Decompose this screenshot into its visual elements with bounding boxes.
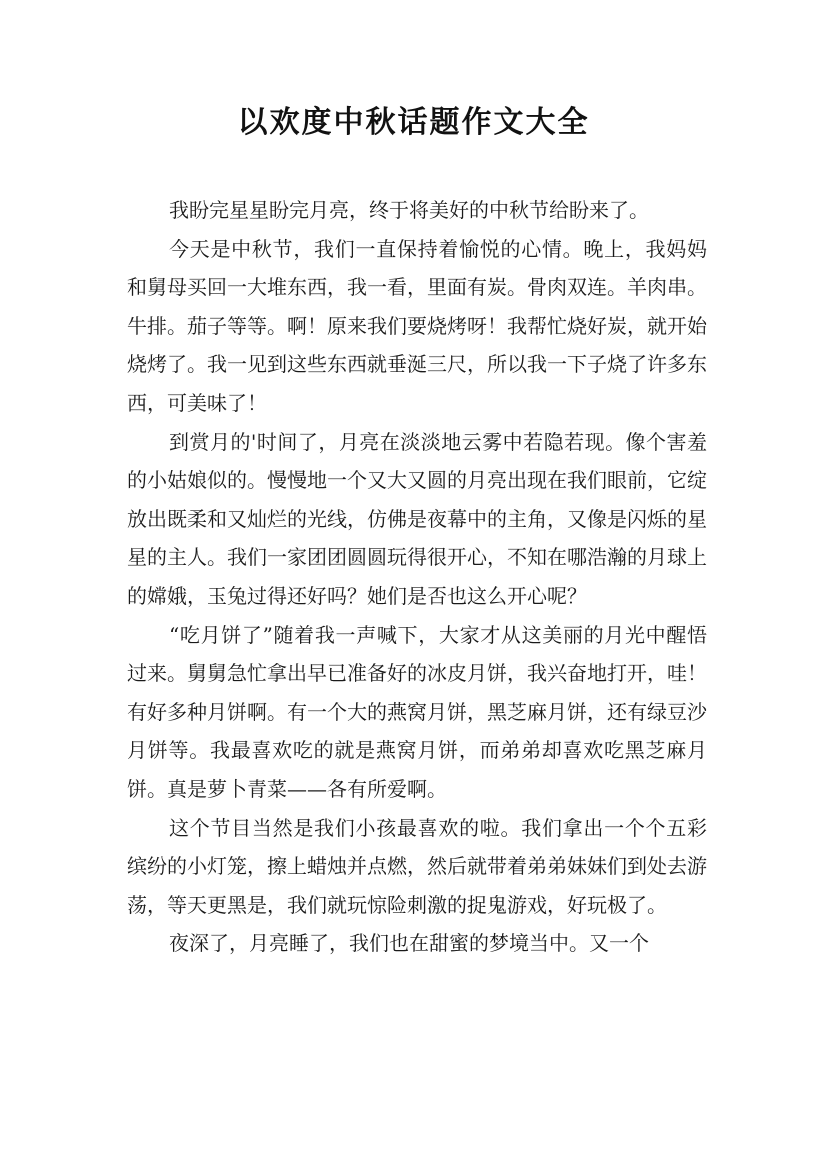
paragraph-4: “吃月饼了”随着我一声喊下，大家才从这美丽的月光中醒悟过来。舅舅急忙拿出早已准备好的冰皮月饼，我兴奋地打开，哇！有好多种月饼啊。有一个大的燕窝月饼，黑芝麻月饼，还有绿豆沙月饼等。我最喜欢吃的就是燕窝月饼，而弟弟却喜欢吃黑芝麻月饼。真是萝卜青菜——各有所爱啊。 [127,622,707,801]
page-title: 以欢度中秋话题作文大全 [237,105,590,140]
essay-body [127,191,707,963]
paragraph-5: 这个节目当然是我们小孩最喜欢的啦。我们拿出一个个五彩缤纷的小灯笼，擦上蜡烛并点燃，然后就带着弟弟妹妹们到处去游荡，等天更黑是，我们就玩惊险刺激的捉鬼游戏，好玩极了。 [127,815,707,917]
paragraph-1: 我盼完星星盼完月亮，终于将美好的中秋节给盼来了。 [169,198,649,222]
paragraph-6: 夜深了，月亮睡了，我们也在甜蜜的梦境当中。又一个 [169,931,649,956]
paragraph-3: 到赏月的'时间了，月亮在淡淡地云雾中若隐若现。像个害羞的小姑娘似的。慢慢地一个又大又圆的月亮出现在我们眼前，它绽放出既柔和又灿烂的光线，仿佛是夜幕中的主角，又像是闪烁的星星的主人。我们一家团团圆圆玩得很开心，不知在哪浩瀚的月球上的嫦娥，玉兔过得还好吗？她们是否也这么开心呢？ [127,429,707,608]
paragraph-2: 今天是中秋节，我们一直保持着愉悦的心情。晚上，我妈妈和舅母买回一大堆东西，我一看，里面有炭。骨肉双连。羊肉串。牛排。茄子等等。啊！原来我们要烧烤呀！我帮忙烧好炭，就开始烧烤了。我一见到这些东西就垂涎三尺，所以我一下子烧了许多东西，可美味了！ [127,236,707,415]
